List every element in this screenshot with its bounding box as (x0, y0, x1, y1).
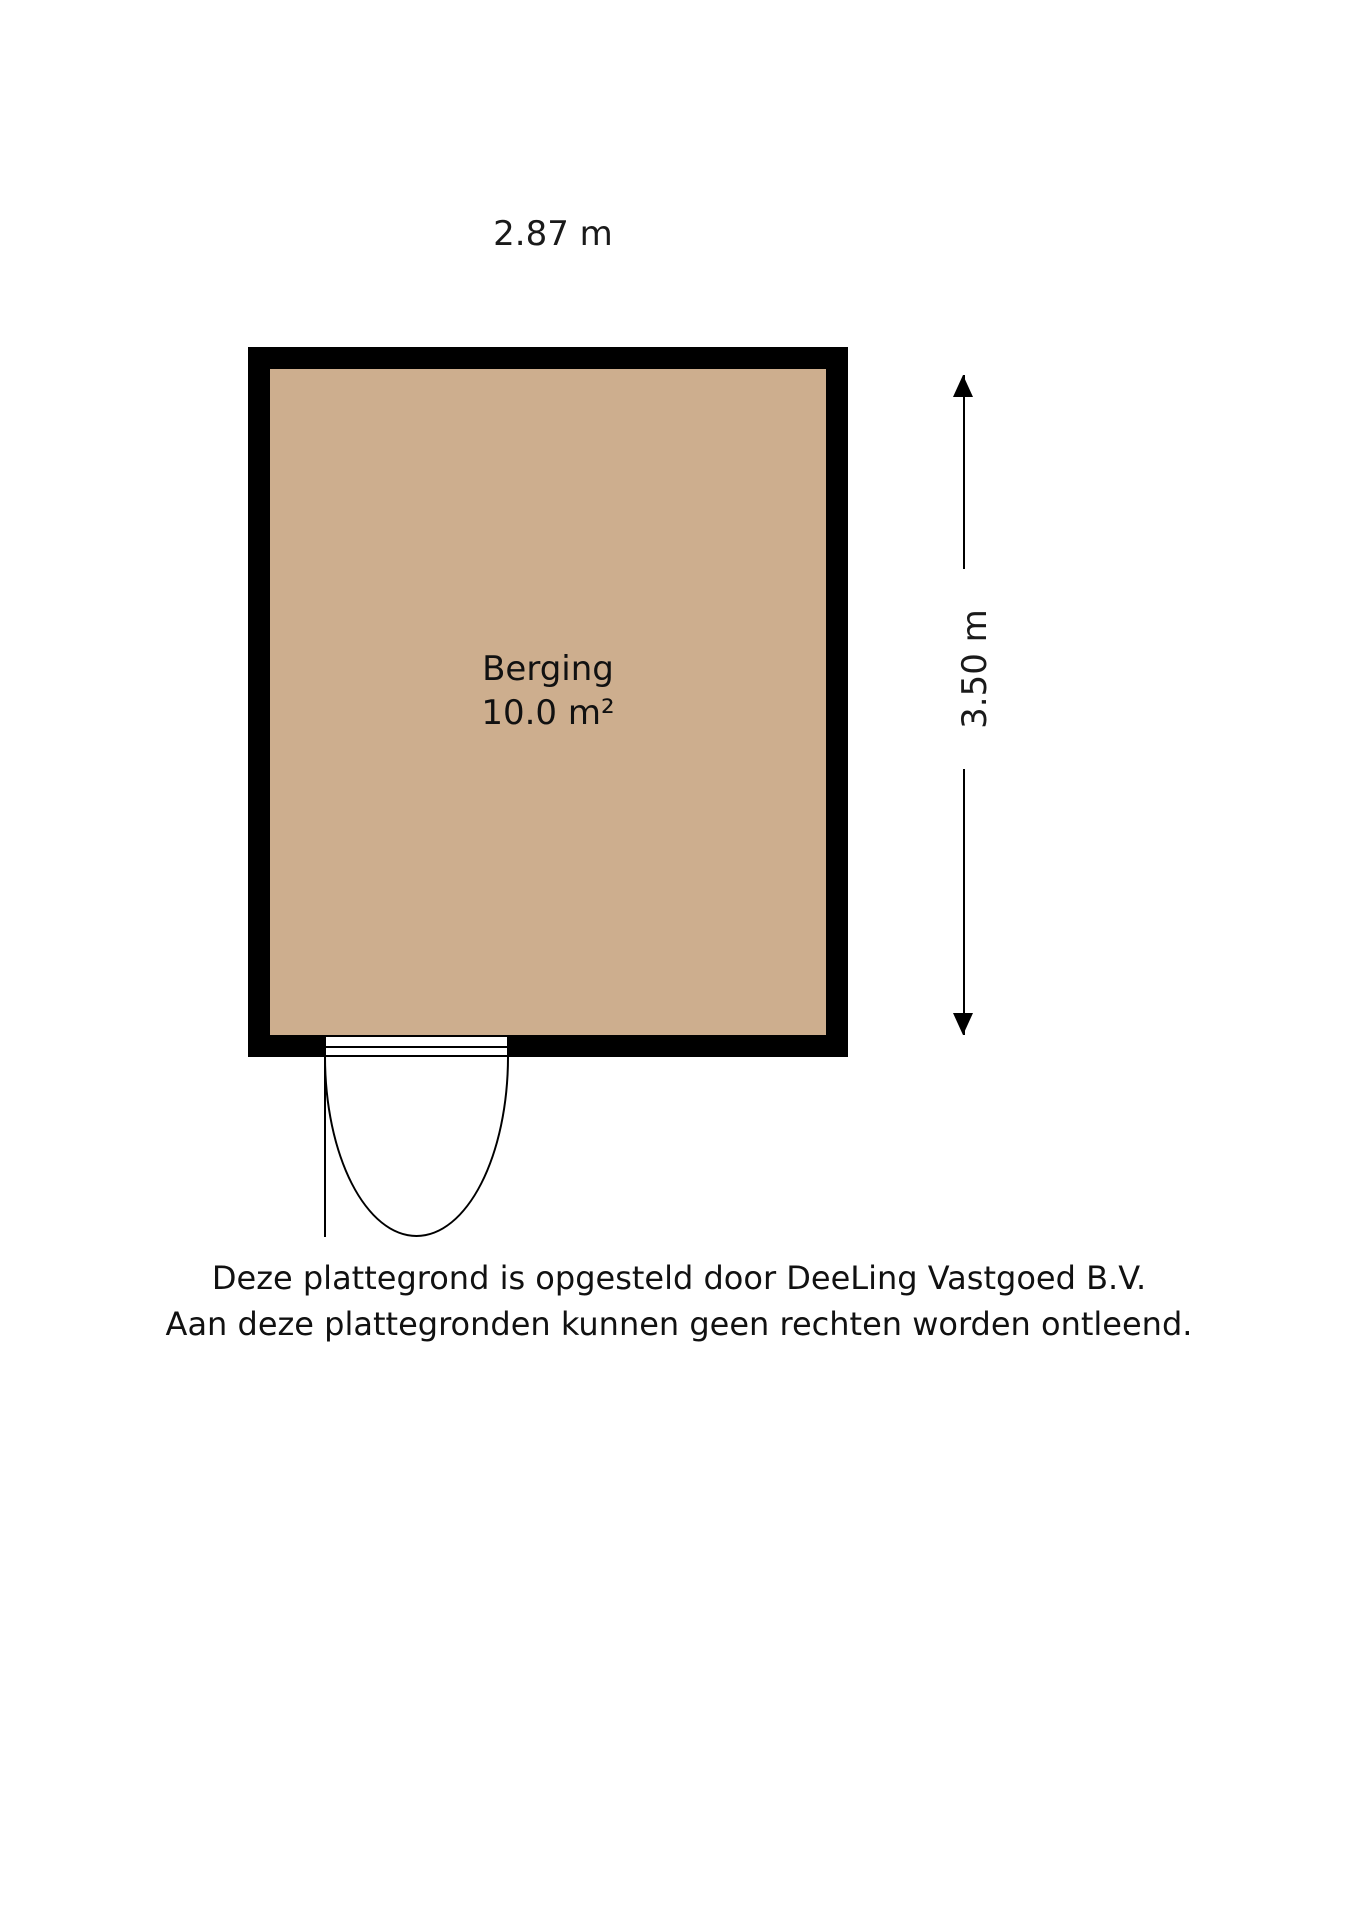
width-dimension-label: 2.87 m (283, 210, 823, 258)
door-jamb-left (324, 1037, 326, 1059)
door-swing-icon (324, 1057, 509, 1237)
door-jamb-right (507, 1037, 509, 1059)
footer-line-1: Deze plattegrond is opgesteld door DeeLing Vastgoed B.V. (211, 1259, 1147, 1297)
height-dimension-label: 3.50 m (951, 569, 999, 769)
arrow-up-icon (953, 375, 973, 397)
door-opening (324, 1035, 509, 1057)
footer-disclaimer (0, 1255, 1358, 1347)
room-area: 10.0 m² (481, 693, 615, 733)
width-dimension (283, 205, 823, 265)
arrow-down-icon (953, 1013, 973, 1035)
height-dimension (935, 375, 1015, 1035)
footer-line-2: Aan deze plattegronden kunnen geen rechten worden ontleend. (165, 1305, 1193, 1343)
room-name: Berging (482, 649, 614, 689)
floor-plan (248, 347, 848, 1057)
room-label-group (270, 647, 826, 735)
